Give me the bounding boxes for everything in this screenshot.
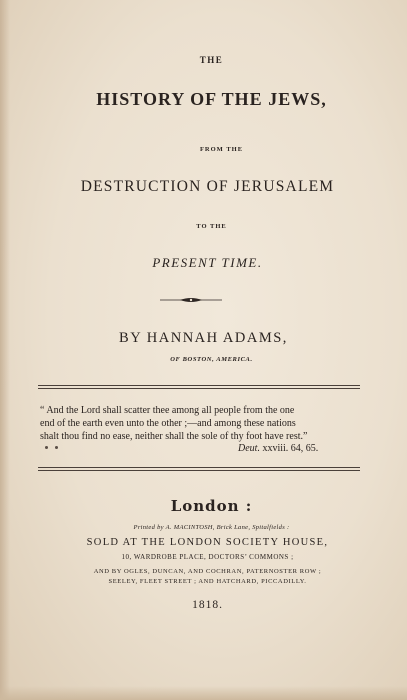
epigraph-line-1: “ And the Lord shall scatter thee among all people from the one	[40, 405, 295, 416]
ink-speck	[55, 446, 58, 449]
address-line: 10, WARDROBE PLACE, DOCTORS’ COMMONS ;	[121, 553, 294, 561]
booksellers-line-2: SEELEY, FLEET STREET ; AND HATCHARD, PICCADILLY.	[108, 578, 307, 585]
publication-year: 1818.	[192, 599, 223, 611]
bottom-double-rule	[38, 470, 360, 471]
booksellers-line-1: AND BY OGLES, DUNCAN, AND COCHRAN, PATERNOSTER ROW ;	[93, 568, 322, 575]
ink-speck	[45, 446, 48, 449]
author-name: BY HANNAH ADAMS,	[119, 330, 288, 346]
citation-book: Deut.	[238, 443, 260, 454]
page-bottom-shadow	[0, 686, 407, 700]
from-the-label: FROM THE	[199, 146, 244, 153]
author-origin: OF BOSTON, AMERICA.	[170, 356, 253, 363]
ornament-rule-icon	[160, 296, 222, 304]
to-the-label: TO THE	[196, 223, 227, 230]
epigraph-line-2: end of the earth even unto the other ;—and among these nations	[40, 418, 296, 429]
bottom-double-rule-inner	[38, 467, 360, 468]
subtitle-present-time: PRESENT TIME.	[152, 255, 263, 270]
imprint-city: London :	[170, 497, 253, 515]
top-double-rule	[38, 385, 360, 386]
sold-at-line: SOLD AT THE LONDON SOCIETY HOUSE,	[86, 537, 329, 548]
top-double-rule-inner	[38, 388, 360, 389]
title-article: THE	[199, 55, 224, 65]
printer-line: Printed by A. MACINTOSH, Brick Lane, Spitalfields :	[133, 524, 290, 531]
subtitle-destruction: DESTRUCTION OF JERUSALEM	[80, 178, 335, 195]
epigraph-line-3: shalt thou find no ease, neither shall the sole of thy foot have rest.”	[40, 431, 308, 442]
epigraph-citation	[238, 443, 318, 454]
book-title: HISTORY OF THE JEWS,	[96, 89, 327, 109]
citation-reference: xxviii. 64, 65.	[259, 443, 319, 454]
